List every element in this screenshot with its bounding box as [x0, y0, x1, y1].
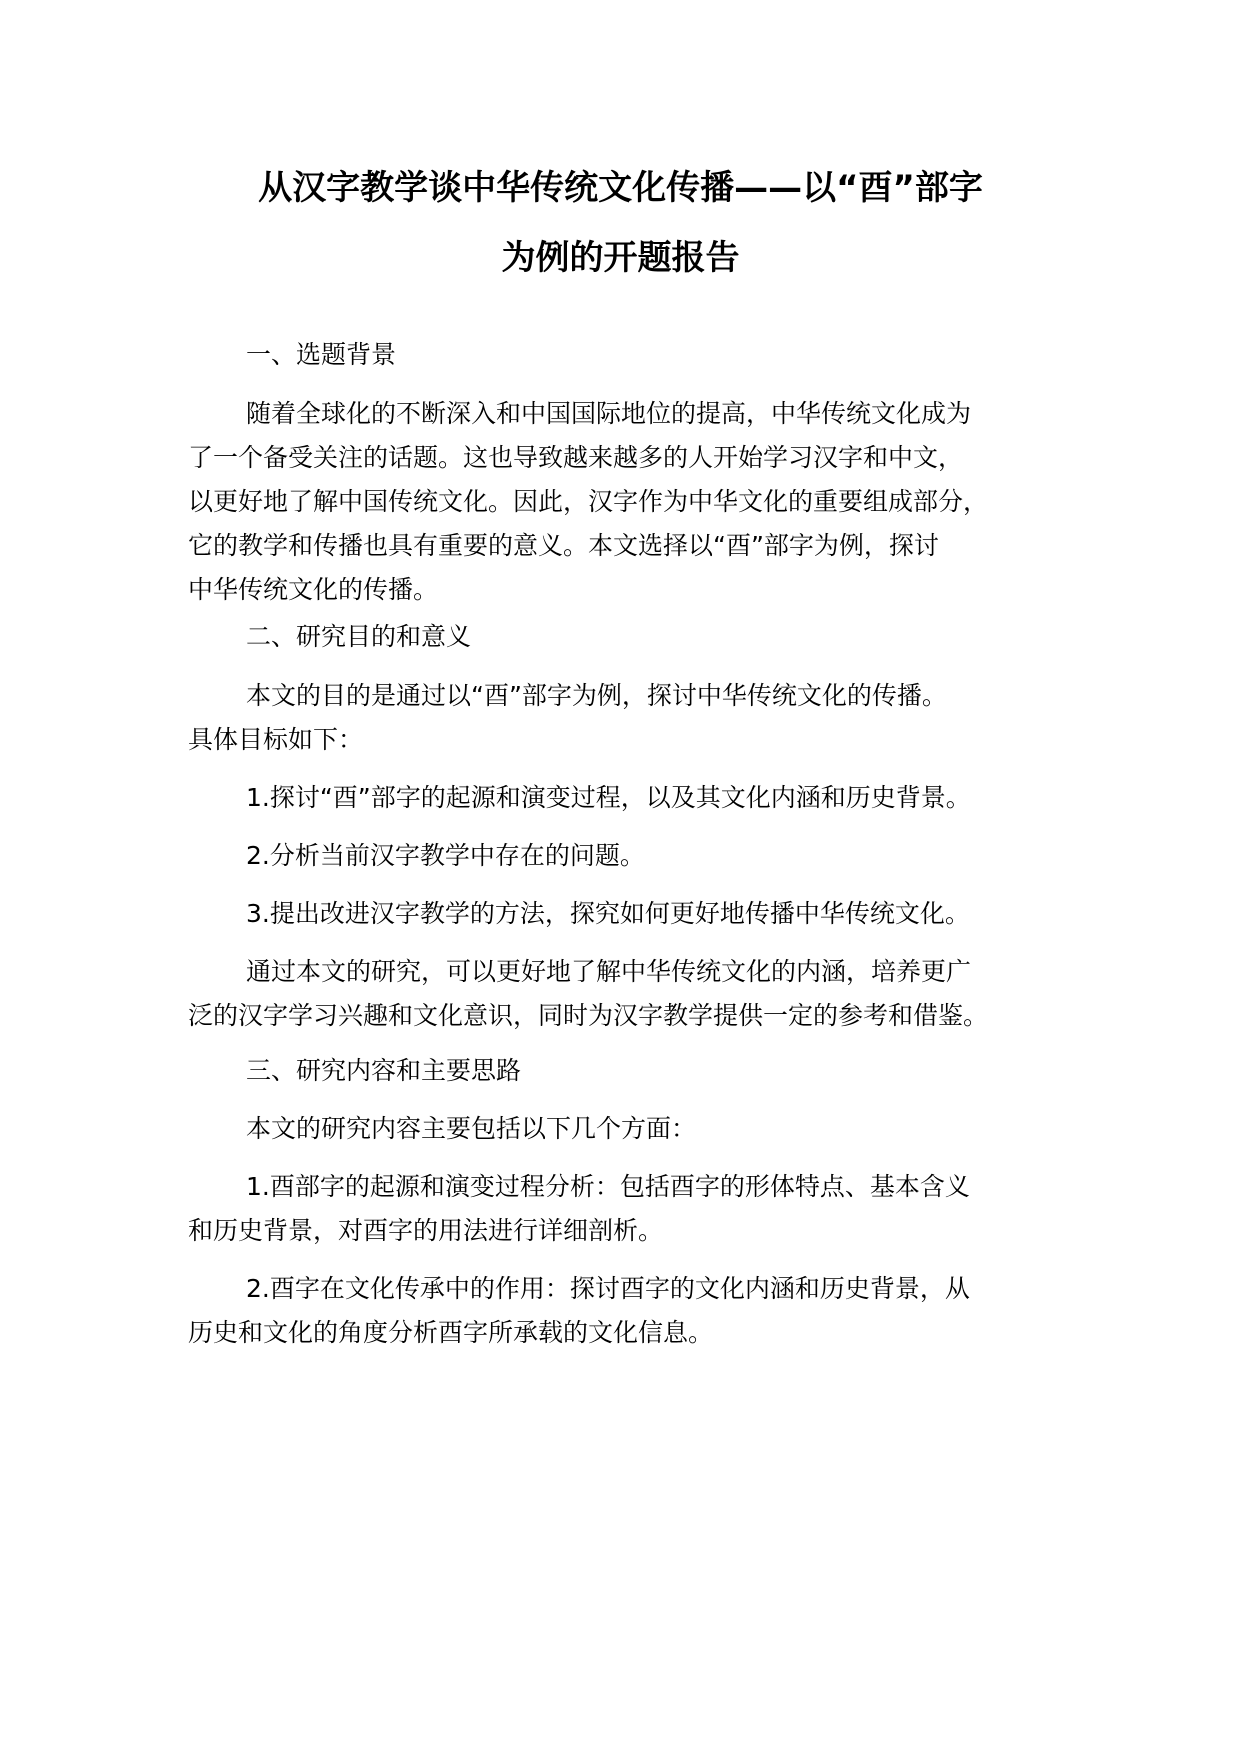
paragraph-line: 泛的汉字学习兴趣和文化意识，同时为汉字教学提供一定的参考和借鉴。 — [188, 1001, 989, 1030]
list-item-continuation: 和历史背景，对酉字的用法进行详细剖析。 — [188, 1216, 664, 1245]
document-title-line-1: 从汉字教学谈中华传统文化传播——以“酉”部字 — [258, 168, 983, 208]
document-title-line-2: 为例的开题报告 — [501, 238, 740, 278]
list-item-continuation: 历史和文化的角度分析酉字所承载的文化信息。 — [188, 1318, 714, 1347]
list-item: 1.酉部字的起源和演变过程分析：包括酉字的形体特点、基本含义 — [246, 1172, 970, 1201]
paragraph-line: 本文的目的是通过以“酉”部字为例，探讨中华传统文化的传播。 — [246, 681, 947, 710]
list-item: 3.提出改进汉字教学的方法，探究如何更好地传播中华传统文化。 — [246, 899, 970, 928]
paragraph-line: 通过本文的研究，可以更好地了解中华传统文化的内涵，培养更广 — [246, 957, 972, 986]
paragraph-line: 中华传统文化的传播。 — [188, 575, 439, 604]
section-heading-content: 三、研究内容和主要思路 — [246, 1056, 522, 1085]
section-heading-purpose: 二、研究目的和意义 — [246, 622, 472, 651]
paragraph-line: 了一个备受关注的话题。这也导致越来越多的人开始学习汉字和中文， — [188, 443, 964, 472]
list-item: 1.探讨“酉”部字的起源和演变过程，以及其文化内涵和历史背景。 — [246, 783, 971, 812]
paragraph-line: 本文的研究内容主要包括以下几个方面： — [246, 1114, 697, 1143]
paragraph-line: 随着全球化的不断深入和中国国际地位的提高，中华传统文化成为 — [246, 399, 972, 428]
section-heading-background: 一、选题背景 — [246, 340, 397, 369]
paragraph-line: 它的教学和传播也具有重要的意义。本文选择以“酉”部字为例，探讨 — [188, 531, 939, 560]
paragraph-line: 具体目标如下： — [188, 725, 364, 754]
paragraph-line: 以更好地了解中国传统文化。因此，汉字作为中华文化的重要组成部分， — [188, 487, 989, 516]
list-item: 2.分析当前汉字教学中存在的问题。 — [246, 841, 645, 870]
list-item: 2.酉字在文化传承中的作用：探讨酉字的文化内涵和历史背景，从 — [246, 1274, 970, 1303]
